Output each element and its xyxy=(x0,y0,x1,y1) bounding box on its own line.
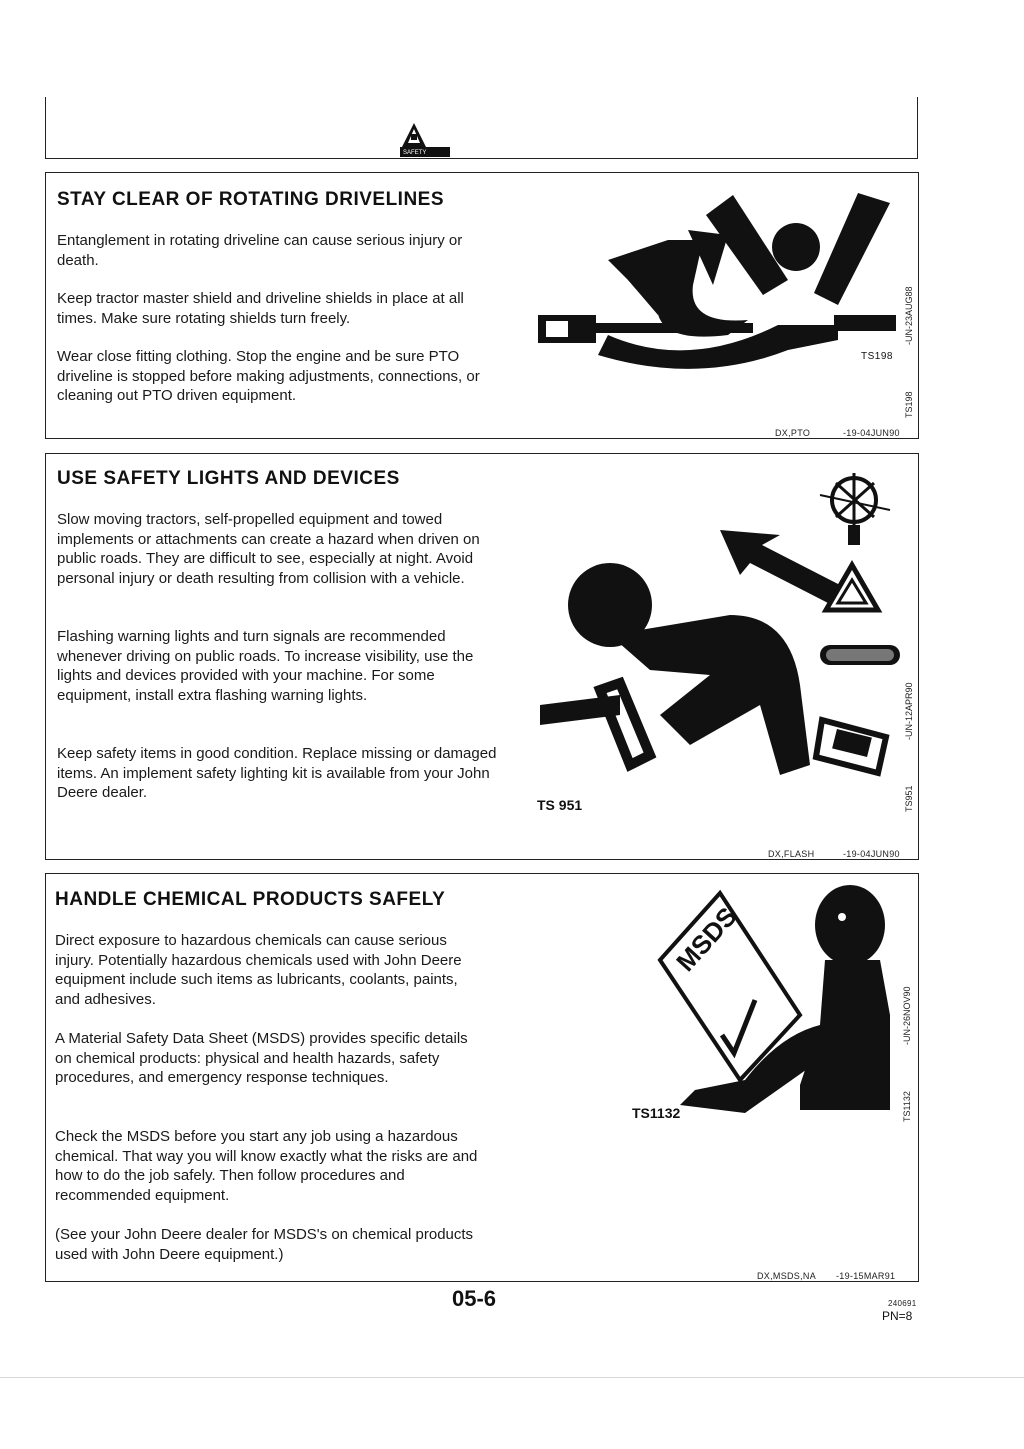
bottom-page-rule xyxy=(0,1377,1024,1378)
section-1-ref-code: DX,PTO xyxy=(775,428,811,438)
section-2-paragraph-1: Slow moving tractors, self-propelled equipment and towed implements or attachments can create a hazard when driven on public roads. They are difficult to see, especially at night. Avoid personal injury or death resulting from collision with a vehicle. xyxy=(57,511,480,587)
section-2-ref-date: -19-04JUN90 xyxy=(843,849,900,859)
header-right-rule xyxy=(917,97,918,159)
section-3-title: HANDLE CHEMICAL PRODUCTS SAFELY xyxy=(55,889,446,910)
section-1-paragraph-1: Entanglement in rotating driveline can cause serious injury or death. xyxy=(57,232,463,269)
footer-doc-code: 240691 xyxy=(888,1299,917,1308)
header-left-rule xyxy=(45,97,46,159)
section-3-ref-date: -19-15MAR91 xyxy=(836,1271,896,1281)
section-3-paragraph-3: Check the MSDS before you start any job using a hazardous chemical. That way you will know exactly what the risks are and how to do the job safely. Then follow procedures and recommended equipment. xyxy=(55,1128,478,1204)
msds-sheet-icon xyxy=(650,885,900,1130)
section-3-image-label: TS1132 xyxy=(632,1105,681,1121)
section-2-side-code-2: TS951 xyxy=(904,785,914,812)
rotating-driveline-hazard-icon xyxy=(538,185,898,375)
header-bottom-rule xyxy=(45,158,918,159)
section-3-bottom-rule xyxy=(45,1281,919,1282)
section-2-image-label: TS 951 xyxy=(537,797,583,813)
section-3-paragraph-4: (See your John Deere dealer for MSDS's on chemical products used with John Deere equipment.) xyxy=(55,1226,474,1263)
section-2-paragraph-3: Keep safety items in good condition. Replace missing or damaged items. An implement safety lighting kit is available from your John Deere dealer. xyxy=(57,745,497,801)
section-3-paragraph-1: Direct exposure to hazardous chemicals can cause serious injury. Potentially hazardous chemicals used with John Deere equipment include such items as lubricants, coolants, paints, and adhesives. xyxy=(55,932,462,1008)
section-2-side-code-1: -UN-12APR90 xyxy=(904,682,914,740)
page-number: 05-6 xyxy=(452,1286,497,1311)
section-1-side-code-1: -UN-23AUG88 xyxy=(904,286,914,345)
section-2-ref-code: DX,FLASH xyxy=(768,849,815,859)
section-3-side-code-2: TS1132 xyxy=(902,1091,912,1122)
section-2-paragraph-2: Flashing warning lights and turn signals are recommended whenever driving on public roads. To increase visibility, use the lights and devices provided with your machine. For some equipment, install extra flashing warning lights. xyxy=(57,628,474,704)
section-3-ref-code: DX,MSDS,NA xyxy=(757,1271,817,1281)
safety-alert-icon xyxy=(398,119,458,161)
section-1-paragraph-2: Keep tractor master shield and driveline shields in place at all times. Make sure rotating shields turn freely. xyxy=(57,290,464,327)
safety-logo-text: SAFETY xyxy=(403,150,427,156)
footer-pn: PN=8 xyxy=(882,1309,913,1323)
section-1-image-label: TS198 xyxy=(861,351,893,362)
section-2-title: USE SAFETY LIGHTS AND DEVICES xyxy=(57,468,400,489)
safety-lights-operator-icon xyxy=(540,465,910,805)
section-2-bottom-rule xyxy=(45,859,919,860)
msds-sheet-text: MSDS xyxy=(670,901,743,978)
section-1-title: STAY CLEAR OF ROTATING DRIVELINES xyxy=(57,189,445,210)
section-3-paragraph-2: A Material Safety Data Sheet (MSDS) provides specific details on chemical products: physical and health hazards, safety procedures, and emergency response techniques. xyxy=(55,1030,468,1086)
section-1-paragraph-3: Wear close fitting clothing. Stop the engine and be sure PTO driveline is stopped before making adjustments, connections, or cleaning out PTO driven equipment. xyxy=(57,348,480,404)
section-1-side-code-2: TS198 xyxy=(904,391,914,418)
section-1-bottom-rule xyxy=(45,438,919,439)
section-1-ref-date: -19-04JUN90 xyxy=(843,428,900,438)
section-3-side-code-1: -UN-26NOV90 xyxy=(902,986,912,1045)
